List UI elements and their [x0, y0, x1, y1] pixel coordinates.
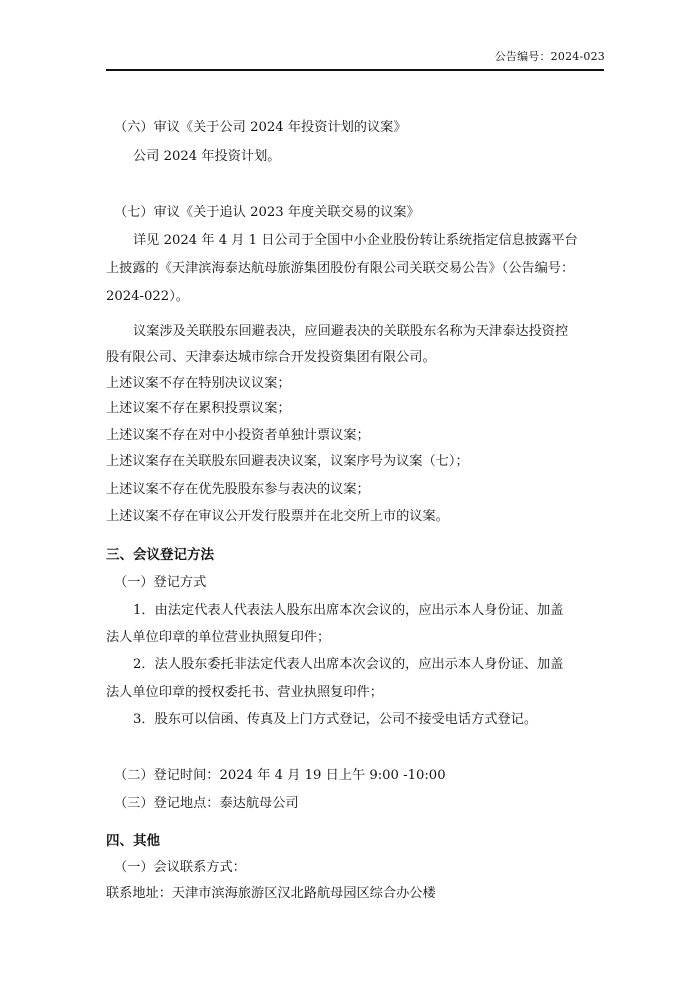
statement-preferred-shares: 上述议案不存在优先股股东参与表决的议案；	[106, 482, 370, 497]
registration-item-3: 3．股东可以信函、传真及上门方式登记，公司不接受电话方式登记。	[133, 712, 538, 727]
registration-time: （二）登记时间：2024 年 4 月 19 日上午 9:00 -10:00	[114, 768, 446, 783]
registration-item-2-line-2: 法人单位印章的授权委托书、营业执照复印件；	[106, 685, 383, 700]
section-3-heading: 三、会议登记方法	[106, 547, 214, 563]
announcement-code: 公告编号：2024-023	[494, 50, 605, 63]
agenda-item-6-title: （六）审议《关于公司 2024 年投资计划的议案》	[114, 120, 407, 135]
header-divider	[106, 69, 604, 71]
statement-related-avoidance: 上述议案存在关联股东回避表决议案，议案序号为议案（七）；	[106, 454, 469, 469]
registration-item-1-line-2: 法人单位印章的单位营业执照复印件；	[106, 630, 331, 645]
agenda-item-7-text-line-3: 2024-022）。	[106, 289, 189, 304]
section-4-heading: 四、其他	[106, 833, 160, 849]
registration-item-1-line-1: 1．由法定代表人代表法人股东出席本次会议的，应出示本人身份证、加盖	[133, 603, 564, 618]
registration-location: （三）登记地点：泰达航母公司	[114, 796, 299, 811]
contact-address: 联系地址：天津市滨海旅游区汉北路航母园区综合办公楼	[106, 886, 436, 901]
agenda-item-7-text-line-2: 上披露的《天津滨海泰达航母旅游集团股份有限公司关联交易公告》（公告编号：	[106, 261, 575, 276]
registration-item-2-line-1: 2．法人股东委托非法定代表人出席本次会议的，应出示本人身份证、加盖	[133, 657, 564, 672]
contact-method-title: （一）会议联系方式：	[114, 860, 246, 875]
agenda-item-7-title: （七）审议《关于追认 2023 年度关联交易的议案》	[114, 205, 420, 220]
statement-special-resolution: 上述议案不存在特别决议议案；	[106, 376, 291, 391]
related-shareholder-note-line-1: 议案涉及关联股东回避表决，应回避表决的关联股东名称为天津泰达投资控	[133, 324, 569, 339]
statement-small-investor: 上述议案不存在对中小投资者单独计票议案；	[106, 428, 370, 443]
registration-method-title: （一）登记方式	[114, 575, 207, 590]
agenda-item-7-text-line-1: 详见 2024 年 4 月 1 日公司于全国中小企业股份转让系统指定信息披露平台	[133, 233, 578, 248]
statement-cumulative-voting: 上述议案不存在累积投票议案；	[106, 401, 291, 416]
related-shareholder-note-line-2: 股有限公司、天津泰达城市综合开发投资集团有限公司。	[106, 350, 436, 365]
statement-bse-listing: 上述议案不存在审议公开发行股票并在北交所上市的议案。	[106, 509, 449, 524]
agenda-item-6-text: 公司 2024 年投资计划。	[133, 149, 281, 164]
